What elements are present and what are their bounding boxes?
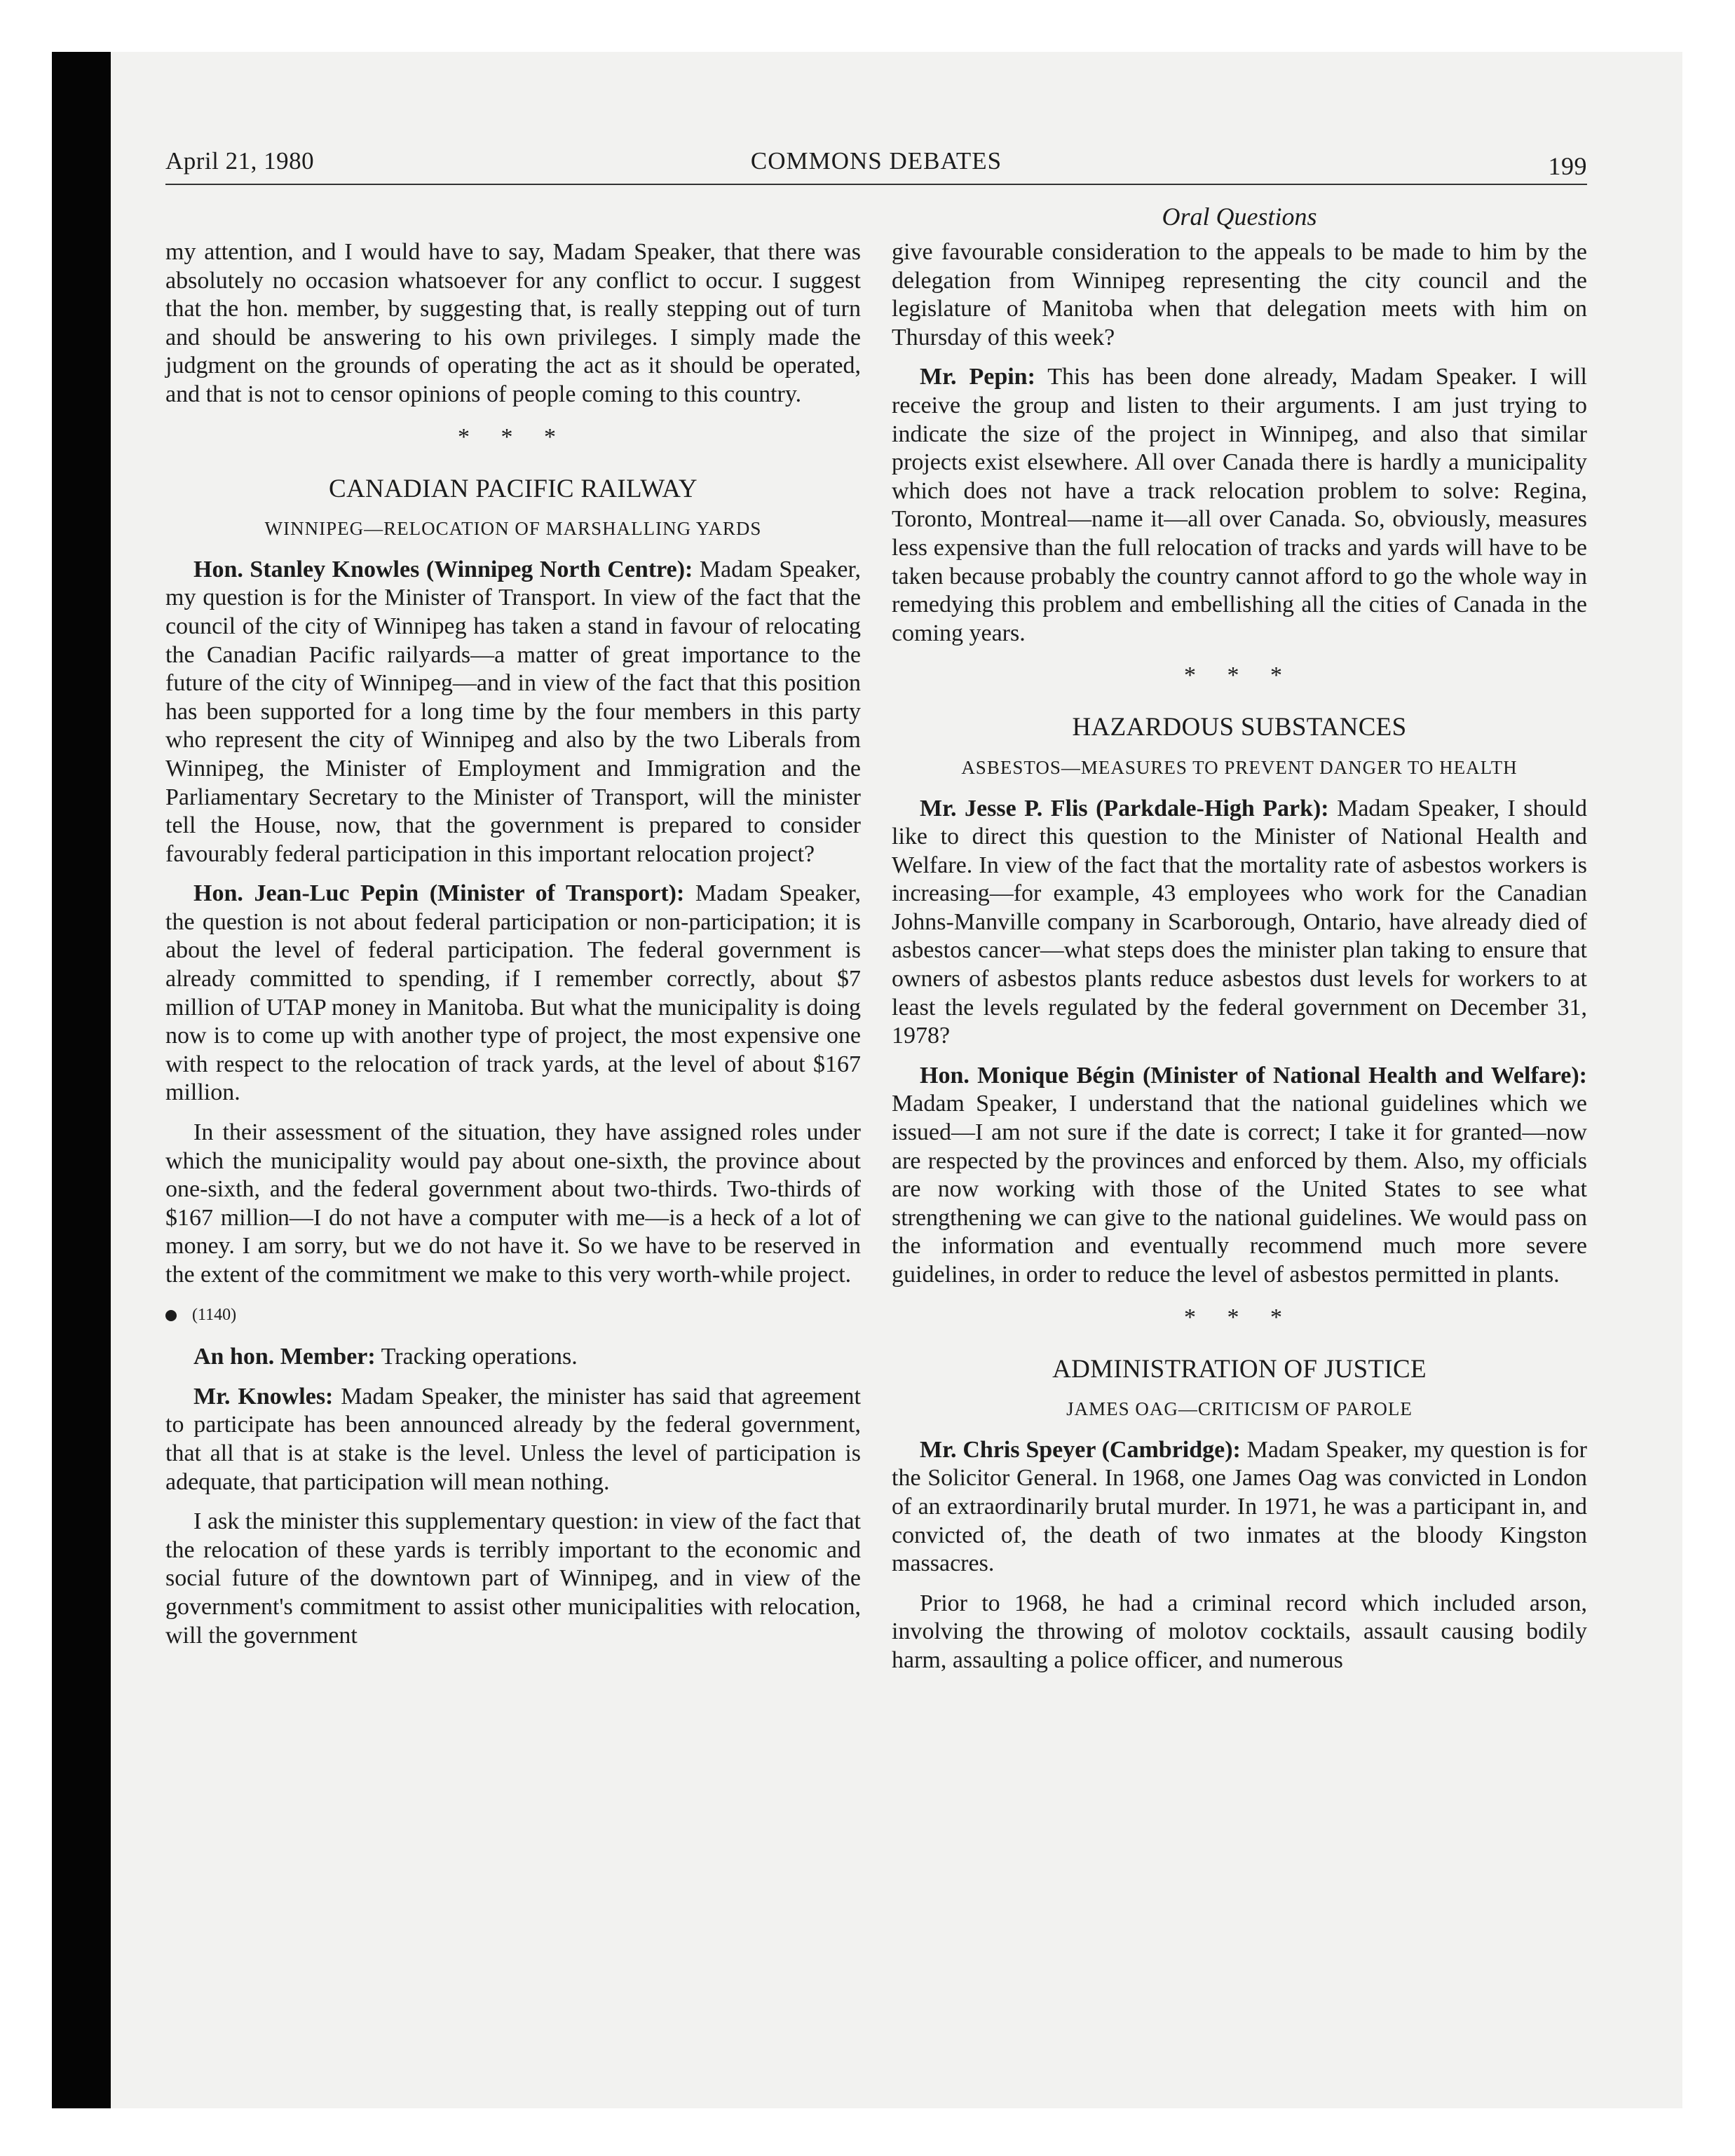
subject-subheading: JAMES OAG—CRITICISM OF PAROLE (1066, 1398, 1413, 1420)
paragraph: I ask the minister this supplementary question: in view of the fact that the relocation of these yards is terribly important to the economic and social future of the downtown part of Winnipeg, and in view of the government's commitment to assist other municipalities with relocation, will the government (165, 1508, 861, 1649)
speech-text: Madam Speaker, my question is for the Minister of Transport. In view of the fact that the council of the city of Winnipeg has taken a stand in favour of relocating the Canadian Pacific railyards—a matter of great importance to the future of the city of Winnipeg—and in view of the fact that this position has been supported for a long time by the four members in this party who represent the city of Winnipeg and also by the two Liberals from Winnipeg, the Minister of Employment and Immigration and the Parliamentary Secretary to the Minister of Transport, will the minister tell the House, now, that the government is prepared to consider favourably federal participation in this important relocation project? (165, 556, 861, 867)
speaker-name: Hon. Monique Bégin (Minister of National Health and Welfare): (920, 1062, 1587, 1089)
speech-text: This has been done already, Madam Speaker. I will receive the group and listen to their arguments. I am just trying to indicate the size of the project in Winnipeg, and also that similar projects exist elsewhere. All over Canada there is hardly a municipality which does not have a track relocation problem to solve: Regina, Toronto, Montreal—name it—all over Canada. So, obviously, measures less expensive than the full relocation of tracks and yards will have to be taken because probably the country cannot afford to go the whole way in remedying this problem and embellishing all the cities of Canada in the coming years. (892, 364, 1587, 646)
time-marker-text: (1140) (192, 1305, 237, 1324)
paragraph (892, 1062, 1587, 1290)
speaker-name: Mr. Pepin: (920, 364, 1035, 390)
section-separator: * * * (1184, 662, 1295, 689)
left-column (165, 238, 861, 1661)
paragraph (892, 363, 1587, 648)
speech-text: Madam Speaker, my question is for the Solicitor General. In 1968, one James Oag was convicted in London of an extraordinarily brutal murder. In 1971, he was a participant in, and convicted of, the death of two inmates at the bloody Kingston massacres. (892, 1436, 1587, 1577)
header-date: April 21, 1980 (165, 147, 315, 175)
section-label: Oral Questions (1162, 203, 1317, 231)
paragraph (892, 795, 1587, 1051)
paragraph (892, 1436, 1587, 1578)
speech-text: Tracking operations. (375, 1344, 578, 1370)
paragraph (165, 556, 861, 869)
paragraph: my attention, and I would have to say, Madam Speaker, that there was absolutely no occasion whatsoever for any conflict to occur. I suggest that the hon. member, by suggesting that, is really stepping out of turn and should be answering to his own privileges. I simply made the judgment on the grounds of operating the act as it should be operated, and that is not to censor opinions of people coming to this country. (165, 239, 861, 407)
speaker-name: Mr. Jesse P. Flis (Parkdale-High Park): (920, 795, 1329, 821)
page-number: 199 (1548, 152, 1587, 180)
speaker-name: Mr. Chris Speyer (Cambridge): (920, 1436, 1241, 1463)
speech-text: Madam Speaker, I understand that the national guidelines which we issued—I am not sure if the date is correct; I take it for granted—now are respected by the provinces and enforced by them. Also, my officials are now working with those of the United States to see what strengthening we can give to the national guidelines. We would pass on the information and eventually recommend much more severe guidelines, in order to reduce the level of asbestos permitted in plants. (892, 1091, 1587, 1288)
subject-heading: ADMINISTRATION OF JUSTICE (1052, 1354, 1427, 1384)
header-title: COMMONS DEBATES (750, 147, 1002, 175)
speaker-name: Hon. Jean-Luc Pepin (Minister of Transport): (193, 880, 685, 907)
subject-heading: HAZARDOUS SUBSTANCES (1072, 713, 1407, 742)
speaker-name: Mr. Knowles: (193, 1383, 334, 1410)
paragraph: In their assessment of the situation, they have assigned roles under which the municipality would pay about one-sixth, the province about one-sixth, and the federal government about two-thirds. Two-thirds of $167 million—I do not have a computer with me—is a heck of a lot of money. I am sorry, but we do not have it. So we have to be reserved in the extent of the commitment we make to this very worth-while project. (165, 1119, 861, 1288)
running-header (165, 147, 1587, 184)
paragraph (165, 1383, 861, 1496)
section-separator: * * * (458, 423, 569, 450)
right-column (892, 238, 1587, 1686)
time-marker (165, 1301, 861, 1330)
header-rule (165, 184, 1587, 185)
speaker-name: Hon. Stanley Knowles (Winnipeg North Centre): (193, 556, 693, 582)
paragraph (165, 1343, 861, 1372)
section-separator: * * * (1184, 1304, 1295, 1330)
scan-binding-edge (52, 52, 111, 2108)
speech-text: Madam Speaker, the question is not about federal participation or non-participation; it is about the level of federal participation. The federal government is already committed to spending, if I remember correctly, about $7 million of UTAP money in Manitoba. But what the municipality is doing now is to come up with another type of project, the most expensive one with respect to the relocation of track yards, at the level of about $167 million. (165, 880, 861, 1106)
paragraph: give favourable consideration to the appeals to be made to him by the delegation from Winnipeg representing the city council and the legislature of Manitoba when that delegation meets with him on Thursday of this week? (892, 239, 1587, 350)
paragraph (165, 880, 861, 1107)
bullet-icon (165, 1310, 177, 1321)
speech-text: Madam Speaker, the minister has said that agreement to participate has been announced already by the federal government, that all that is at stake is the level. Unless the level of participation is adequate, that participation will mean nothing. (165, 1383, 861, 1495)
speaker-name: An hon. Member: (193, 1344, 376, 1370)
subject-subheading: ASBESTOS—MEASURES TO PREVENT DANGER TO HEALTH (961, 756, 1518, 778)
paragraph: Prior to 1968, he had a criminal record which included arson, involving the throwing of molotov cocktails, assault causing bodily harm, assaulting a police officer, and numerous (892, 1590, 1587, 1673)
subject-subheading: WINNIPEG—RELOCATION OF MARSHALLING YARDS (264, 518, 762, 540)
subject-heading: CANADIAN PACIFIC RAILWAY (329, 474, 698, 503)
speech-text: Madam Speaker, I should like to direct this question to the Minister of National Health and Welfare. In view of the fact that the mortality rate of asbestos workers is increasing—for example, 43 employees who work for the Canadian Johns-Manville company in Scarborough, Ontario, have already died of asbestos cancer—what steps does the minister plan taking to ensure that owners of asbestos plants reduce asbestos dust levels for workers to at least the levels regulated by the federal government on December 31, 1978? (892, 795, 1587, 1049)
